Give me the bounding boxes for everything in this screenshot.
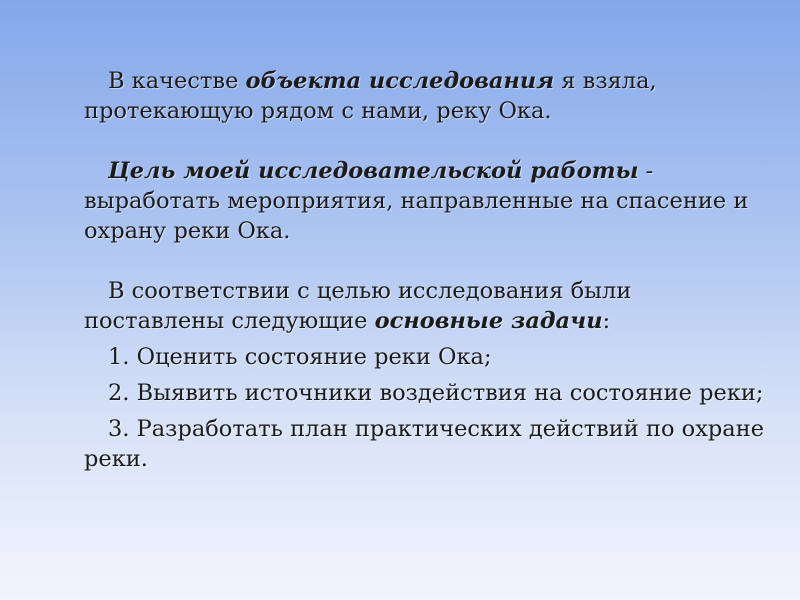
intro-suffix: я взяла, протекающую рядом с нами, реку Ока. xyxy=(84,68,657,124)
slide-content xyxy=(84,66,774,474)
task-2-text: 2. Выявить источники воздействия на состояние реки; xyxy=(108,380,764,406)
intro-paragraph xyxy=(84,66,774,126)
task-item xyxy=(84,342,774,372)
task-item xyxy=(84,414,774,474)
task-1-text: 1. Оценить состояние реки Ока; xyxy=(108,344,492,370)
tasks-intro-emphasis: основные задачи xyxy=(374,308,603,334)
intro-emphasis: объекта исследования xyxy=(245,68,555,94)
goal-suffix: - выработать мероприятия, направленные на спасение и охрану реки Ока. xyxy=(84,158,749,244)
task-item xyxy=(84,378,774,408)
task-3-text: 3. Разработать план практических действий по охране реки. xyxy=(84,416,765,472)
goal-emphasis: Цель моей исследовательской работы xyxy=(108,158,639,184)
tasks-intro-paragraph xyxy=(84,276,774,336)
tasks-intro-suffix: : xyxy=(602,308,611,334)
intro-prefix: В качестве xyxy=(108,68,246,94)
goal-paragraph xyxy=(84,156,774,246)
tasks-intro-prefix: В соответствии с целью исследования были поставлены следующие xyxy=(84,278,632,334)
